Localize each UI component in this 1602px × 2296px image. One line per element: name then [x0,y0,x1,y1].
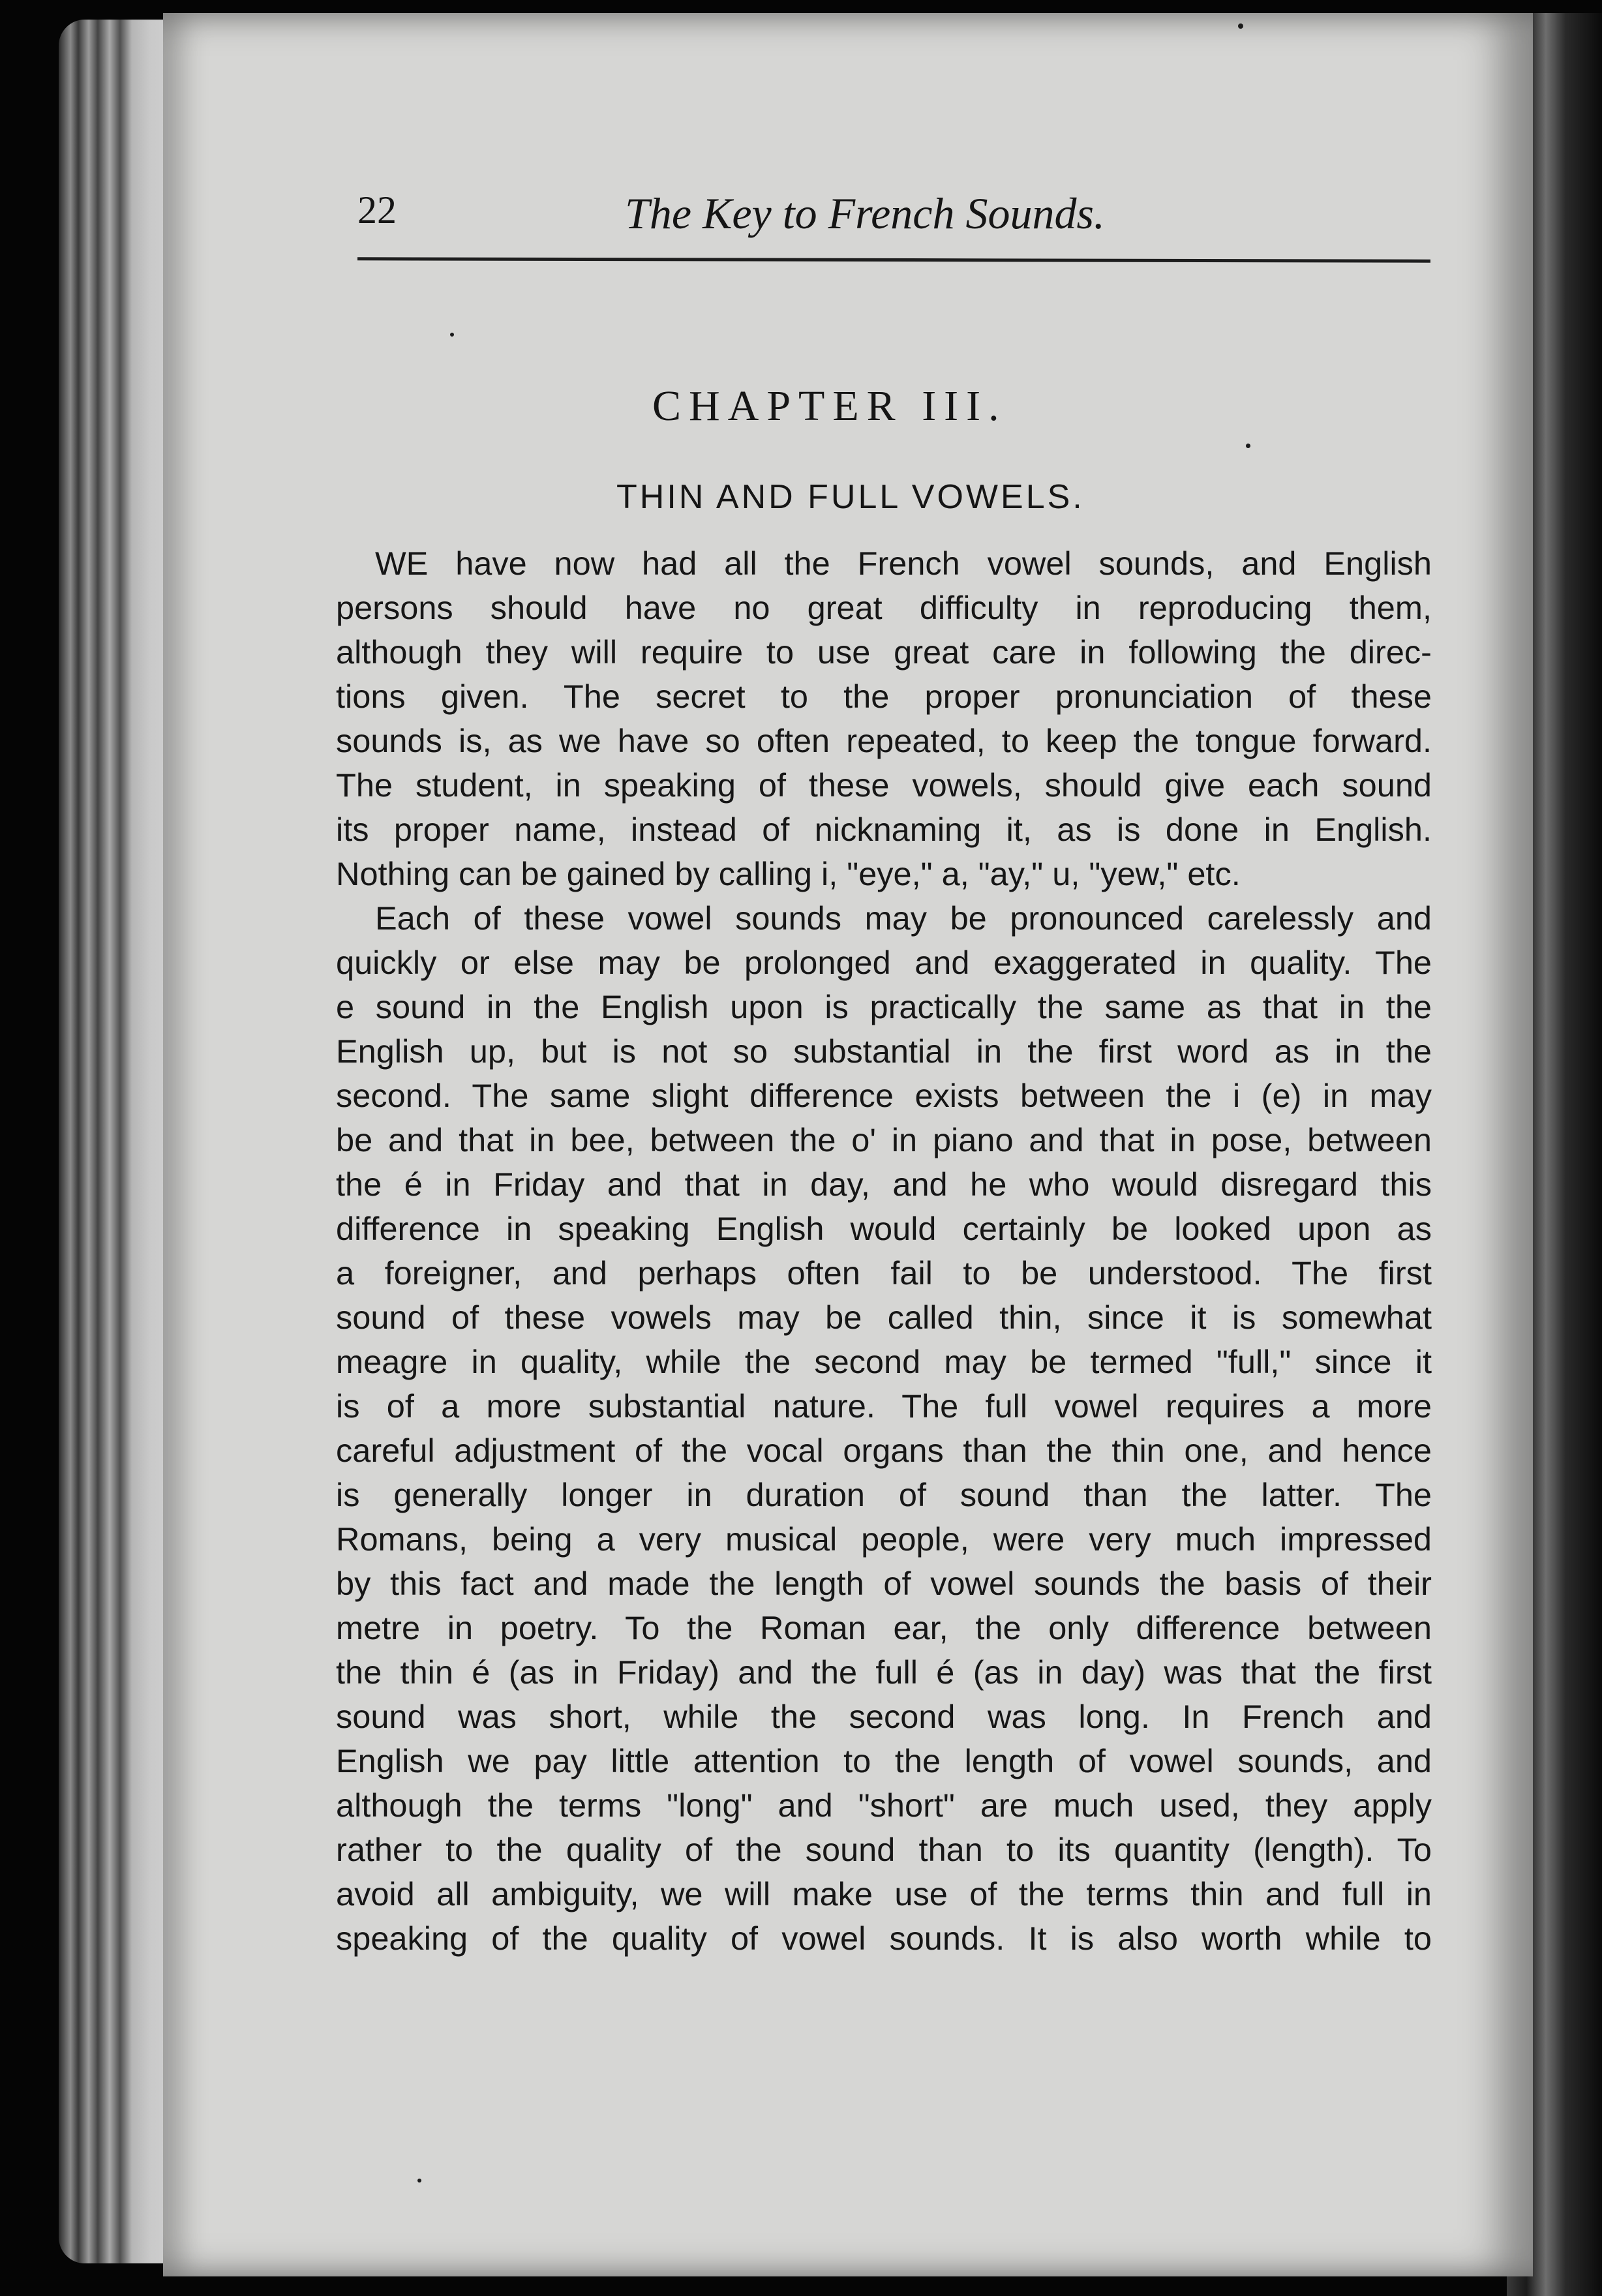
dust-speck [1238,23,1243,29]
text-line: difference in speaking English would certainly be looked upon as [336,1210,1432,1247]
text-line: a foreigner, and perhaps often fail to be understood. The first [336,1254,1432,1292]
text-line: rather to the quality of the sound than to its quantity (length). To [336,1831,1432,1868]
page-header [357,183,1434,254]
text-line: be and that in bee, between the o' in piano and that in pose, between [336,1121,1432,1158]
text-line: metre in poetry. To the Roman ear, the only difference between [336,1609,1432,1646]
text-line: is of a more substantial nature. The full vowel requires a more [336,1387,1432,1425]
text-line: although the terms "long" and "short" are much used, they apply [336,1787,1432,1824]
section-title: THIN AND FULL VOWELS. [616,478,1085,516]
text-line: WE have now had all the French vowel sounds, and English [375,545,1432,582]
text-line: tions given. The secret to the proper pronunciation of these [336,678,1432,715]
running-title: The Key to French Sounds. [625,189,1105,238]
text-line: careful adjustment of the vocal organs than the thin one, and hence [336,1432,1432,1469]
body-text [336,541,1432,1961]
text-line: e sound in the English upon is practically the same as that in the [336,988,1432,1025]
text-line: Nothing can be gained by calling i, "eye," a, "ay," u, "yew," etc. [336,855,1241,892]
text-line: persons should have no great difficulty in reproducing them, [336,589,1432,626]
text-line: The student, in speaking of these vowels, should give each sound [336,766,1432,804]
text-line: English we pay little attention to the length of vowel sounds, and [336,1742,1432,1779]
text-line: sounds is, as we have so often repeated, to keep the tongue forward. [336,722,1432,759]
dust-speck [450,333,454,337]
text-line: avoid all ambiguity, we will make use of the terms thin and full in [336,1875,1432,1912]
text-line: quickly or else may be prolonged and exaggerated in quality. The [336,944,1432,981]
text-line: the é in Friday and that in day, and he who would disregard this [336,1166,1432,1203]
page-number: 22 [357,189,397,232]
text-line: Each of these vowel sounds may be pronounced carelessly and [375,899,1432,937]
text-line: by this fact and made the length of vowel sounds the basis of their [336,1565,1432,1602]
text-line: second. The same slight difference exists between the i (e) in may [336,1077,1432,1114]
text-line: English up, but is not so substantial in the first word as in the [336,1033,1432,1070]
text-line: is generally longer in duration of sound than the latter. The [336,1476,1432,1513]
dust-speck [1246,444,1250,448]
text-line: its proper name, instead of nicknaming it, as is done in English. [336,811,1432,848]
text-line: Romans, being a very musical people, were very much impressed [336,1520,1432,1558]
text-line: meagre in quality, while the second may be termed "full," since it [336,1343,1432,1380]
text-line: although they will require to use great care in following the direc- [336,633,1432,671]
dust-speck [417,2179,421,2183]
text-line: speaking of the quality of vowel sounds. It is also worth while to [336,1920,1432,1957]
text-line: sound of these vowels may be called thin, since it is somewhat [336,1299,1432,1336]
text-line: sound was short, while the second was long. In French and [336,1698,1432,1735]
text-line: the thin é (as in Friday) and the full é (as in day) was that the first [336,1654,1432,1691]
chapter-title: CHAPTER III. [652,382,1007,430]
